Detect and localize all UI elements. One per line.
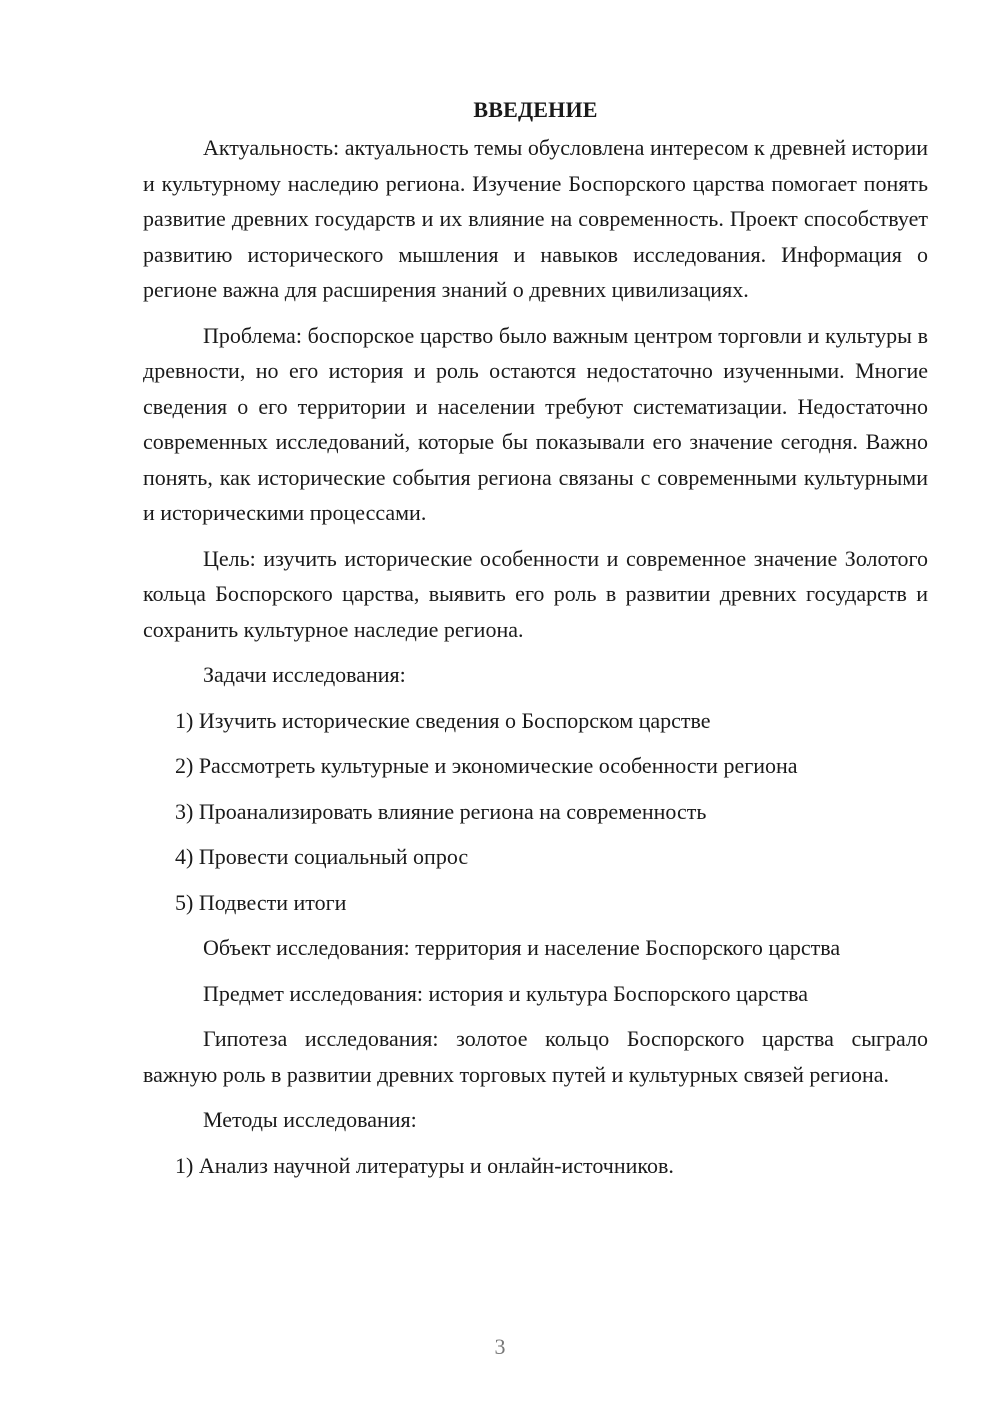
tasks-heading: Задачи исследования: [203,662,406,687]
relevance-paragraph: Актуальность: актуальность темы обусловлена интересом к древней истории и культурному наследию региона. Изучение Боспорского царства помогает понять развитие древних государств и их влияние на современность. Проект способствует развитию исторического мышления и навыков исследования. Информация о регионе важна для расширения знаний о древних цивилизациях. [143,135,928,302]
research-object: Объект исследования: территория и население Боспорского царства [203,935,841,960]
method-item-1: 1) Анализ научной литературы и онлайн-источников. [175,1152,674,1178]
methods-heading: Методы исследования: [203,1107,417,1132]
page-title: ВВЕДЕНИЕ [473,97,598,122]
task-item-3: 3) Проанализировать влияние региона на современность [175,798,707,824]
page-number: 3 [494,1334,506,1359]
research-subject: Предмет исследования: история и культура Боспорского царства [203,980,808,1006]
hypothesis-paragraph: Гипотеза исследования: золотое кольцо Боспорского царства сыграло важную роль в развитии древних торговых путей и культурных связей региона. [143,1026,928,1087]
task-item-4: 4) Провести социальный опрос [175,844,469,869]
goal-paragraph: Цель: изучить исторические особенности и современное значение Золотого кольца Боспорского царства, выявить его роль в развитии древних государств и сохранить культурное наследие региона. [143,545,928,642]
task-item-1: 1) Изучить исторические сведения о Боспорском царстве [175,707,711,733]
document-page [143,92,928,1193]
task-item-2: 2) Рассмотреть культурные и экономические особенности региона [175,753,798,778]
problem-paragraph: Проблема: боспорское царство было важным центром торговли и культуры в древности, но его история и роль остаются недостаточно изученными. Многие сведения о его территории и населении требуют систематизации. Недостаточно современных исследований, которые бы показывали его значение сегодня. Важно понять, как исторические события региона связаны с современными культурными и историческими процессами. [143,322,928,525]
task-item-5: 5) Подвести итоги [175,889,347,915]
